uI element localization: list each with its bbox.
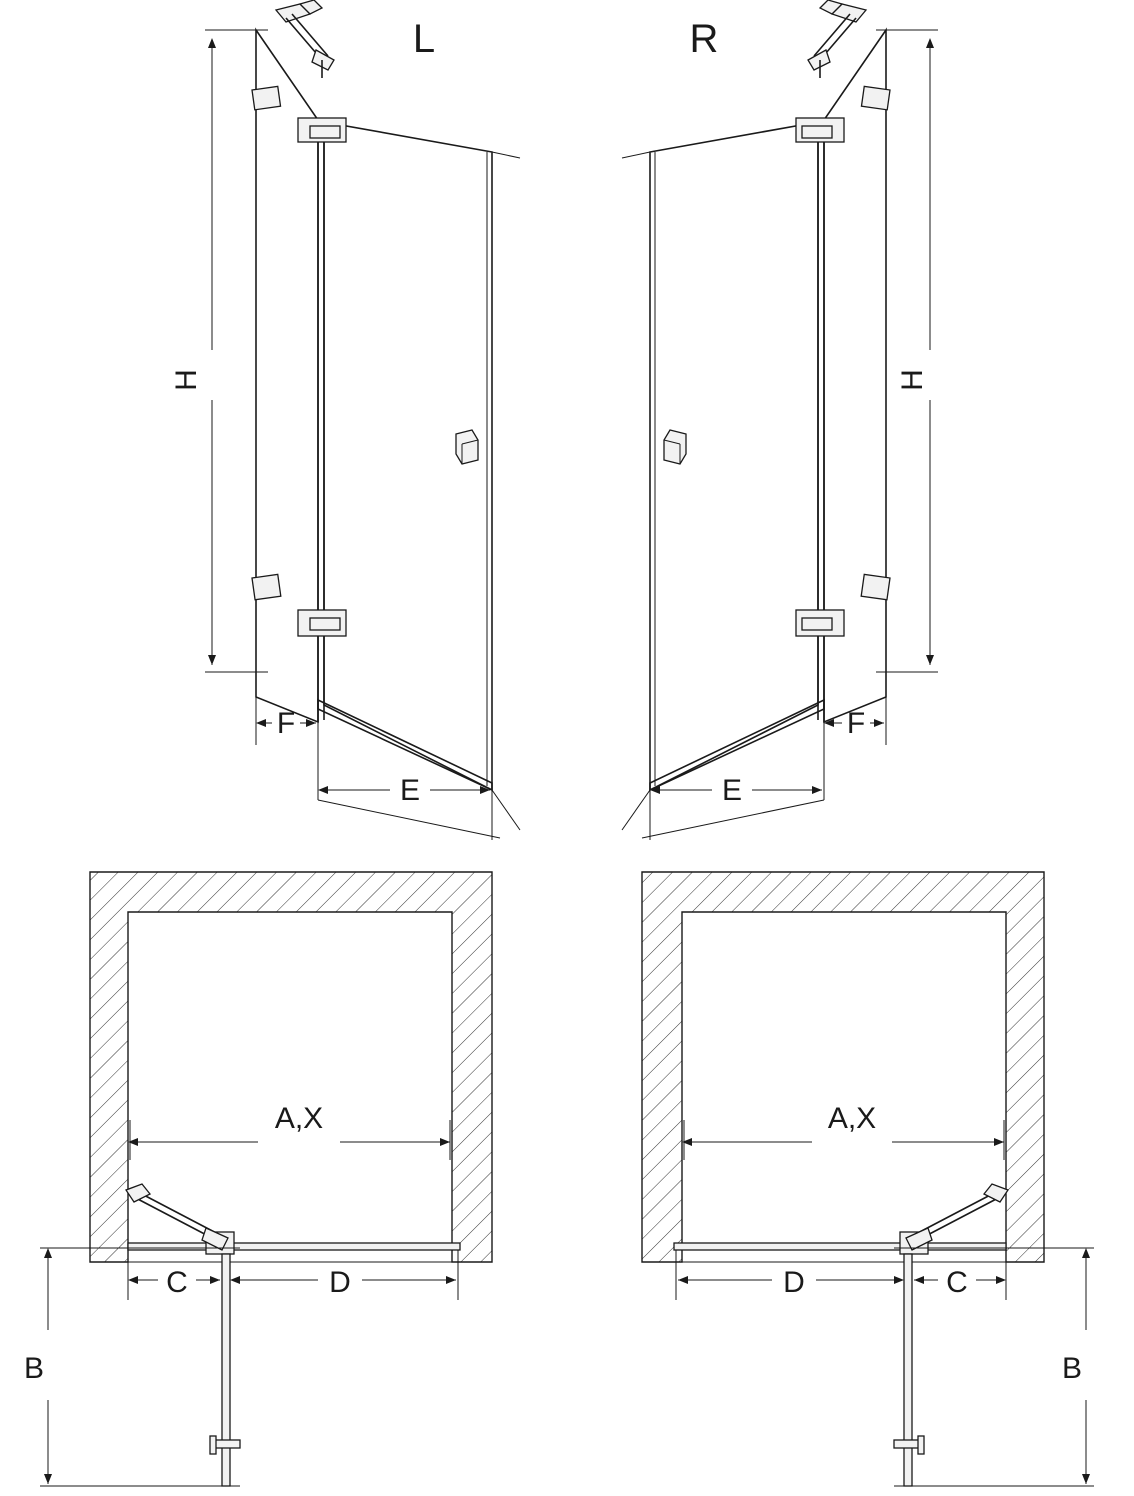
plan-left-graphic xyxy=(40,872,492,1486)
hinge-upper-left xyxy=(252,86,346,142)
door-handle-left xyxy=(456,430,478,464)
dimension-label-d-left: D xyxy=(329,1266,351,1299)
dimension-label-ax-right: A,X xyxy=(827,1102,877,1135)
stabilizer-bar-left xyxy=(276,0,334,78)
dimension-label-h-right: H xyxy=(896,369,929,391)
dimension-label-f-right: F xyxy=(846,707,866,740)
dimension-label-e-right: E xyxy=(721,774,743,807)
dimension-label-b-right: B xyxy=(1061,1352,1083,1385)
door-handle-right xyxy=(664,430,686,464)
hinge-upper-right xyxy=(796,86,890,142)
dimension-label-e-left: E xyxy=(399,774,421,807)
dimension-label-h-left: H xyxy=(170,369,203,391)
dimension-label-c-right: C xyxy=(946,1266,968,1299)
elevation-right-graphic xyxy=(622,0,938,840)
dimension-label-b-left: B xyxy=(23,1352,45,1385)
stabilizer-bar-right xyxy=(808,0,866,78)
dimension-label-f-left: F xyxy=(276,707,296,740)
variant-label-right: R xyxy=(689,17,719,61)
hinge-lower-left xyxy=(252,574,346,636)
dimension-label-ax-left: A,X xyxy=(274,1102,324,1135)
dimension-label-c-left: C xyxy=(166,1266,188,1299)
variant-label-left: L xyxy=(412,17,436,61)
dimension-label-d-right: D xyxy=(783,1266,805,1299)
elevation-left-graphic xyxy=(205,0,520,840)
hinge-lower-right xyxy=(796,574,890,636)
plan-right-graphic xyxy=(642,872,1094,1486)
